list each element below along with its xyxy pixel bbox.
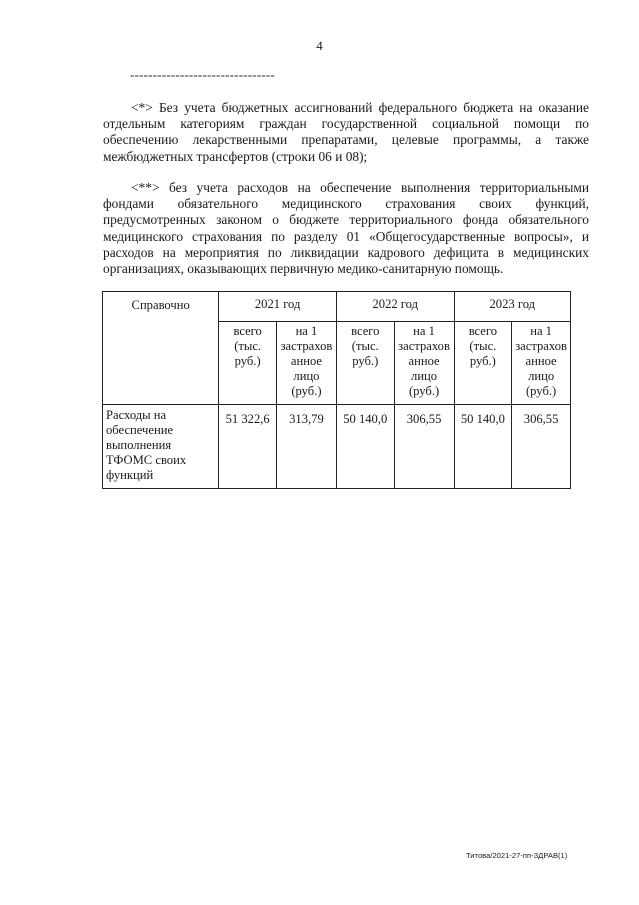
value-per-person-2021: 313,79 [276,405,336,489]
value-total-2021: 51 322,6 [219,405,277,489]
col-total-2022: всего (тыс. руб.) [336,322,394,405]
footnote-1-text: <*> Без учета бюджетных ассигнований федерального бюджета на оказание отдельным категориям граждан государственной социальной помощи по обеспечению лекарственными препаратами, целевые программы, а также межбюджетных трансфертов (строки 06 и 08); [103,100,589,164]
value-per-person-2023: 306,55 [512,405,571,489]
year-2023-header: 2023 год [454,292,570,322]
footnote-1 [103,100,589,165]
footnote-2-text: <**> без учета расходов на обеспечение выполнения территориальными фондами обязательного медицинского страхования своих функций, предусмотренных законом о бюджете территориального фонда обязательного медицинского страхования по разделу 01 «Общегосударственные вопросы», и расходов на мероприятия по ликвидации кадрового дефицита в медицинских организациях, оказывающих первичную медико-санитарную помощь. [103,180,589,277]
document-footer-code: Титова/2021-27-пп-ЗДРАВ(1) [466,851,568,860]
value-total-2023: 50 140,0 [454,405,512,489]
reference-table [102,291,571,489]
col-per-person-2022: на 1 застрахов анное лицо (руб.) [394,322,454,405]
col-total-2021: всего (тыс. руб.) [219,322,277,405]
value-total-2022: 50 140,0 [336,405,394,489]
row-label: Расходы на обеспечение выполнения ТФОМС своих функций [103,405,219,489]
table-row [103,405,571,489]
footnote-2 [103,180,589,277]
year-2021-header: 2021 год [219,292,337,322]
footnote-separator: -------------------------------- [130,67,275,82]
col-per-person-2021: на 1 застрахов анное лицо (руб.) [276,322,336,405]
col-total-2023: всего (тыс. руб.) [454,322,512,405]
table-header-label: Справочно [103,292,219,405]
col-per-person-2023: на 1 застрахов анное лицо (руб.) [512,322,571,405]
page-number: 4 [316,38,323,53]
year-2022-header: 2022 год [336,292,454,322]
value-per-person-2022: 306,55 [394,405,454,489]
